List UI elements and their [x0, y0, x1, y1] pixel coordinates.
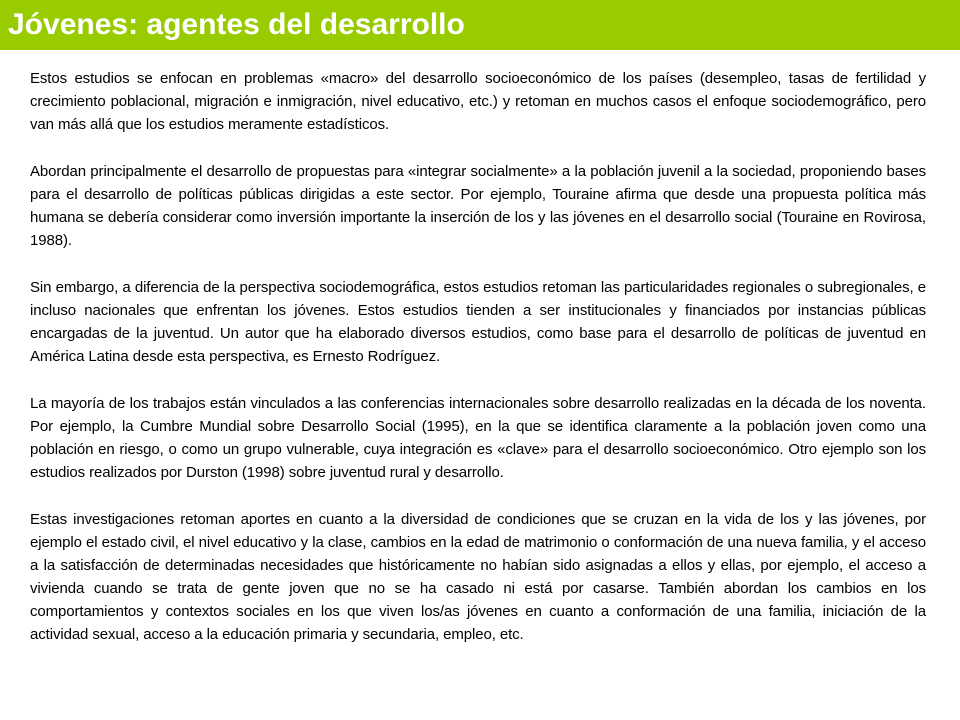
paragraph-4: La mayoría de los trabajos están vinculados a las conferencias internacionales sobre desarrollo realizadas en la década de los noventa. Por ejemplo, la Cumbre Mundial sobre Desarrollo Social (1995), en la que se identifica claramente a la población joven como una población en riesgo, o como un grupo vulnerable, cuya integración es «clave» para el desarrollo socioeconómico. Otro ejemplo son los estudios realizados por Durston (1998) sobre juventud rural y desarrollo. [30, 395, 926, 481]
paragraph-3: Sin embargo, a diferencia de la perspectiva sociodemográfica, estos estudios retoman las particularidades regionales o subregionales, e incluso nacionales que enfrentan los jóvenes. Estos estudios tienden a ser institucionales y financiados por instancias públicas encargadas de la juventud. Un autor que ha elaborado diversos estudios, como base para el desarrollo de políticas de juventud en América Latina desde esta perspectiva, es Ernesto Rodríguez. [30, 279, 926, 365]
paragraph-5: Estas investigaciones retoman aportes en cuanto a la diversidad de condiciones que se cruzan en la vida de los y las jóvenes, por ejemplo el estado civil, el nivel educativo y la clase, cambios en la edad de matrimonio o conformación de una nueva familia, y el acceso a la satisfacción de determinadas necesidades que históricamente no habían sido asignadas a ellos y ellas, por ejemplo, el acceso a vivienda cuando se trata de gente joven que no se ha casado ni está por casarse. También abordan los cambios en los comportamientos y contextos sociales en los que viven los/as jóvenes en cuanto a conformación de una familia, iniciación de la actividad sexual, acceso a la educación primaria y secundaria, empleo, etc. [30, 511, 926, 643]
paragraph-2: Abordan principalmente el desarrollo de propuestas para «integrar socialmente» a la población juvenil a la sociedad, proponiendo bases para el desarrollo de políticas públicas dirigidas a este sector. Por ejemplo, Touraine afirma que desde una propuesta política más humana se debería considerar como inversión importante la inserción de los y las jóvenes en el desarrollo social (Touraine en Rovirosa, 1988). [30, 163, 926, 249]
page-title: Jóvenes: agentes del desarrollo [8, 8, 465, 41]
paragraph-1: Estos estudios se enfocan en problemas «macro» del desarrollo socioeconómico de los países (desempleo, tasas de fertilidad y crecimiento poblacional, migración e inmigración, nivel educativo, etc.) y retoman en muchos casos el enfoque sociodemográfico, pero van más allá que los estudios meramente estadísticos. [30, 70, 926, 133]
title-bar [0, 0, 960, 50]
body-text [30, 67, 926, 646]
